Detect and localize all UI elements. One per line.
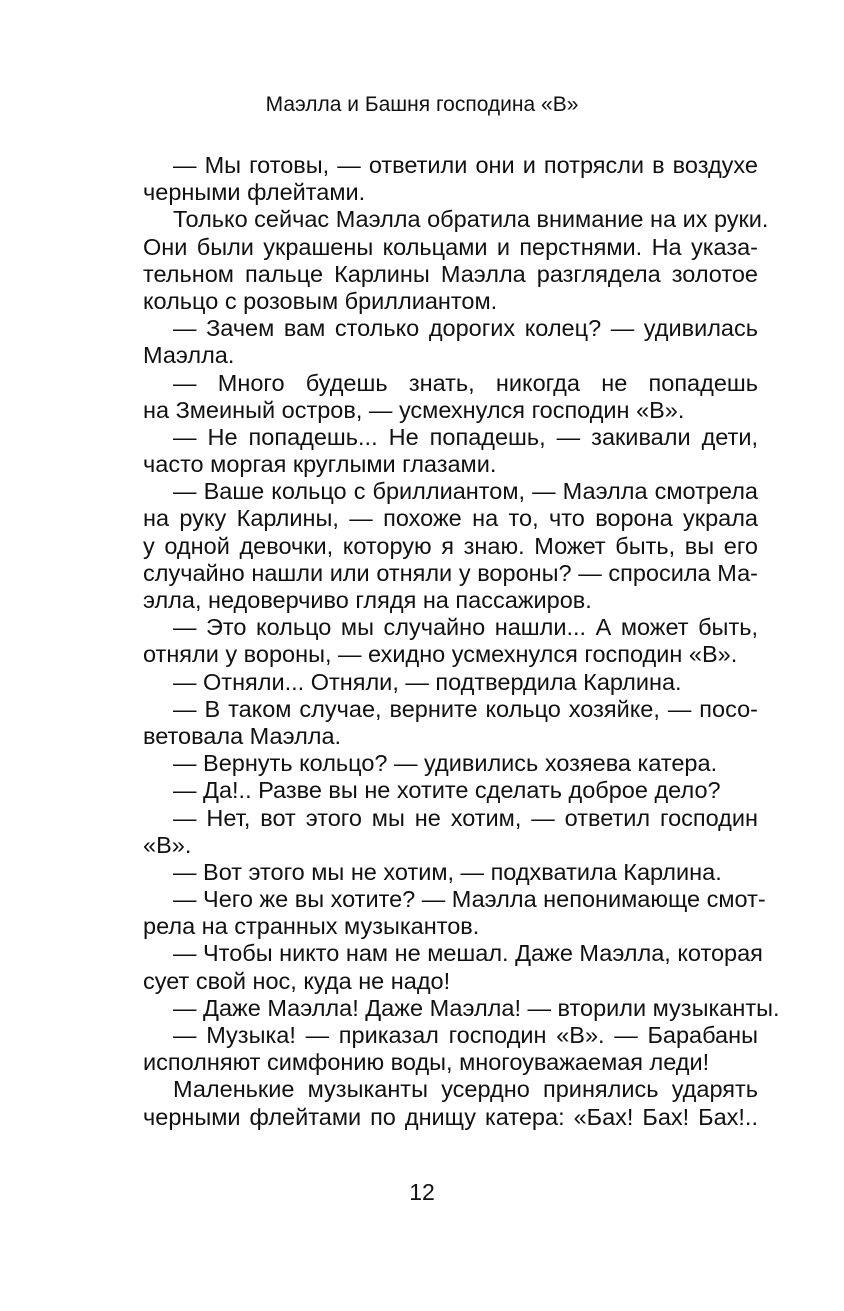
- text-line: черными флейтами.: [143, 179, 366, 206]
- text-line: — Нет, вот этого мы не хотим, — ответил господин: [173, 804, 758, 831]
- text-line: — Не попадешь... Не попадешь, — закивали дети,: [173, 423, 758, 450]
- text-line: тельном пальце Карлины Маэлла разглядела золотое: [143, 260, 758, 287]
- text-line: кольцо с розовым бриллиантом.: [143, 287, 498, 314]
- text-line: на Змеиный остров, — усмехнулся господин «В».: [143, 396, 685, 423]
- text-line: — Это кольцо мы случайно нашли... А может быть,: [173, 614, 758, 641]
- text-line: черными флейтами по днищу катера: «Бах! Бах! Бах!..: [143, 1103, 758, 1130]
- body-text: [143, 152, 780, 1131]
- text-line: — Чего же вы хотите? — Маэлла непонимающе смот-: [173, 886, 766, 913]
- text-line: Маленькие музыканты усердно принялись ударять: [173, 1076, 758, 1103]
- page-number: 12: [409, 1179, 435, 1205]
- text-line: — В таком случае, верните кольцо хозяйке, — посо-: [173, 695, 758, 722]
- text-line: — Отняли... Отняли, — подтвердила Карлина.: [173, 668, 682, 695]
- text-line: — Чтобы никто нам не мешал. Даже Маэлла, которая: [173, 940, 763, 967]
- text-line: Только сейчас Маэлла обратила внимание на их руки.: [173, 206, 769, 233]
- text-line: Маэлла.: [143, 342, 235, 369]
- text-line: — Даже Маэлла! Даже Маэлла! — вторили музыканты.: [173, 994, 780, 1021]
- text-line: отняли у вороны, — ехидно усмехнулся господин «В».: [143, 641, 738, 668]
- text-line: случайно нашли или отняли у вороны? — спросила Ма-: [143, 559, 758, 586]
- text-line: — Мы готовы, — ответили они и потрясли в воздухе: [173, 152, 758, 178]
- text-line: элла, недоверчиво глядя на пассажиров.: [143, 587, 592, 613]
- text-line: — Ваше кольцо с бриллиантом, — Маэлла смотрела: [173, 478, 758, 505]
- text-line: у одной девочки, которую я знаю. Может быть, вы его: [143, 532, 758, 559]
- text-line: Они были украшены кольцами и перстнями. На указа-: [143, 233, 758, 260]
- text-line: — Музыка! — приказал господин «В». — Барабаны: [173, 1022, 758, 1048]
- text-line: — Зачем вам столько дорогих колец? — удивилась: [173, 315, 758, 342]
- text-line: сует свой нос, куда не надо!: [143, 967, 451, 994]
- text-line: — Да!.. Разве вы не хотите сделать доброе дело?: [173, 777, 721, 804]
- text-line: «В».: [143, 831, 192, 858]
- text-line: на руку Карлины, — похоже на то, что ворона украла: [143, 505, 758, 532]
- text-line: рела на странных музыкантов.: [143, 913, 480, 940]
- running-header: Маэлла и Башня господина «В»: [265, 93, 579, 116]
- text-line: ветовала Маэлла.: [143, 722, 342, 749]
- text-line: часто моргая круглыми глазами.: [143, 451, 497, 478]
- text-line: — Много будешь знать, никогда не попадешь: [173, 369, 758, 396]
- text-line: — Вот этого мы не хотим, — подхватила Карлина.: [173, 858, 722, 885]
- text-line: исполняют симфонию воды, многоуважаемая леди!: [143, 1049, 710, 1076]
- text-line: — Вернуть кольцо? — удивились хозяева катера.: [173, 750, 718, 777]
